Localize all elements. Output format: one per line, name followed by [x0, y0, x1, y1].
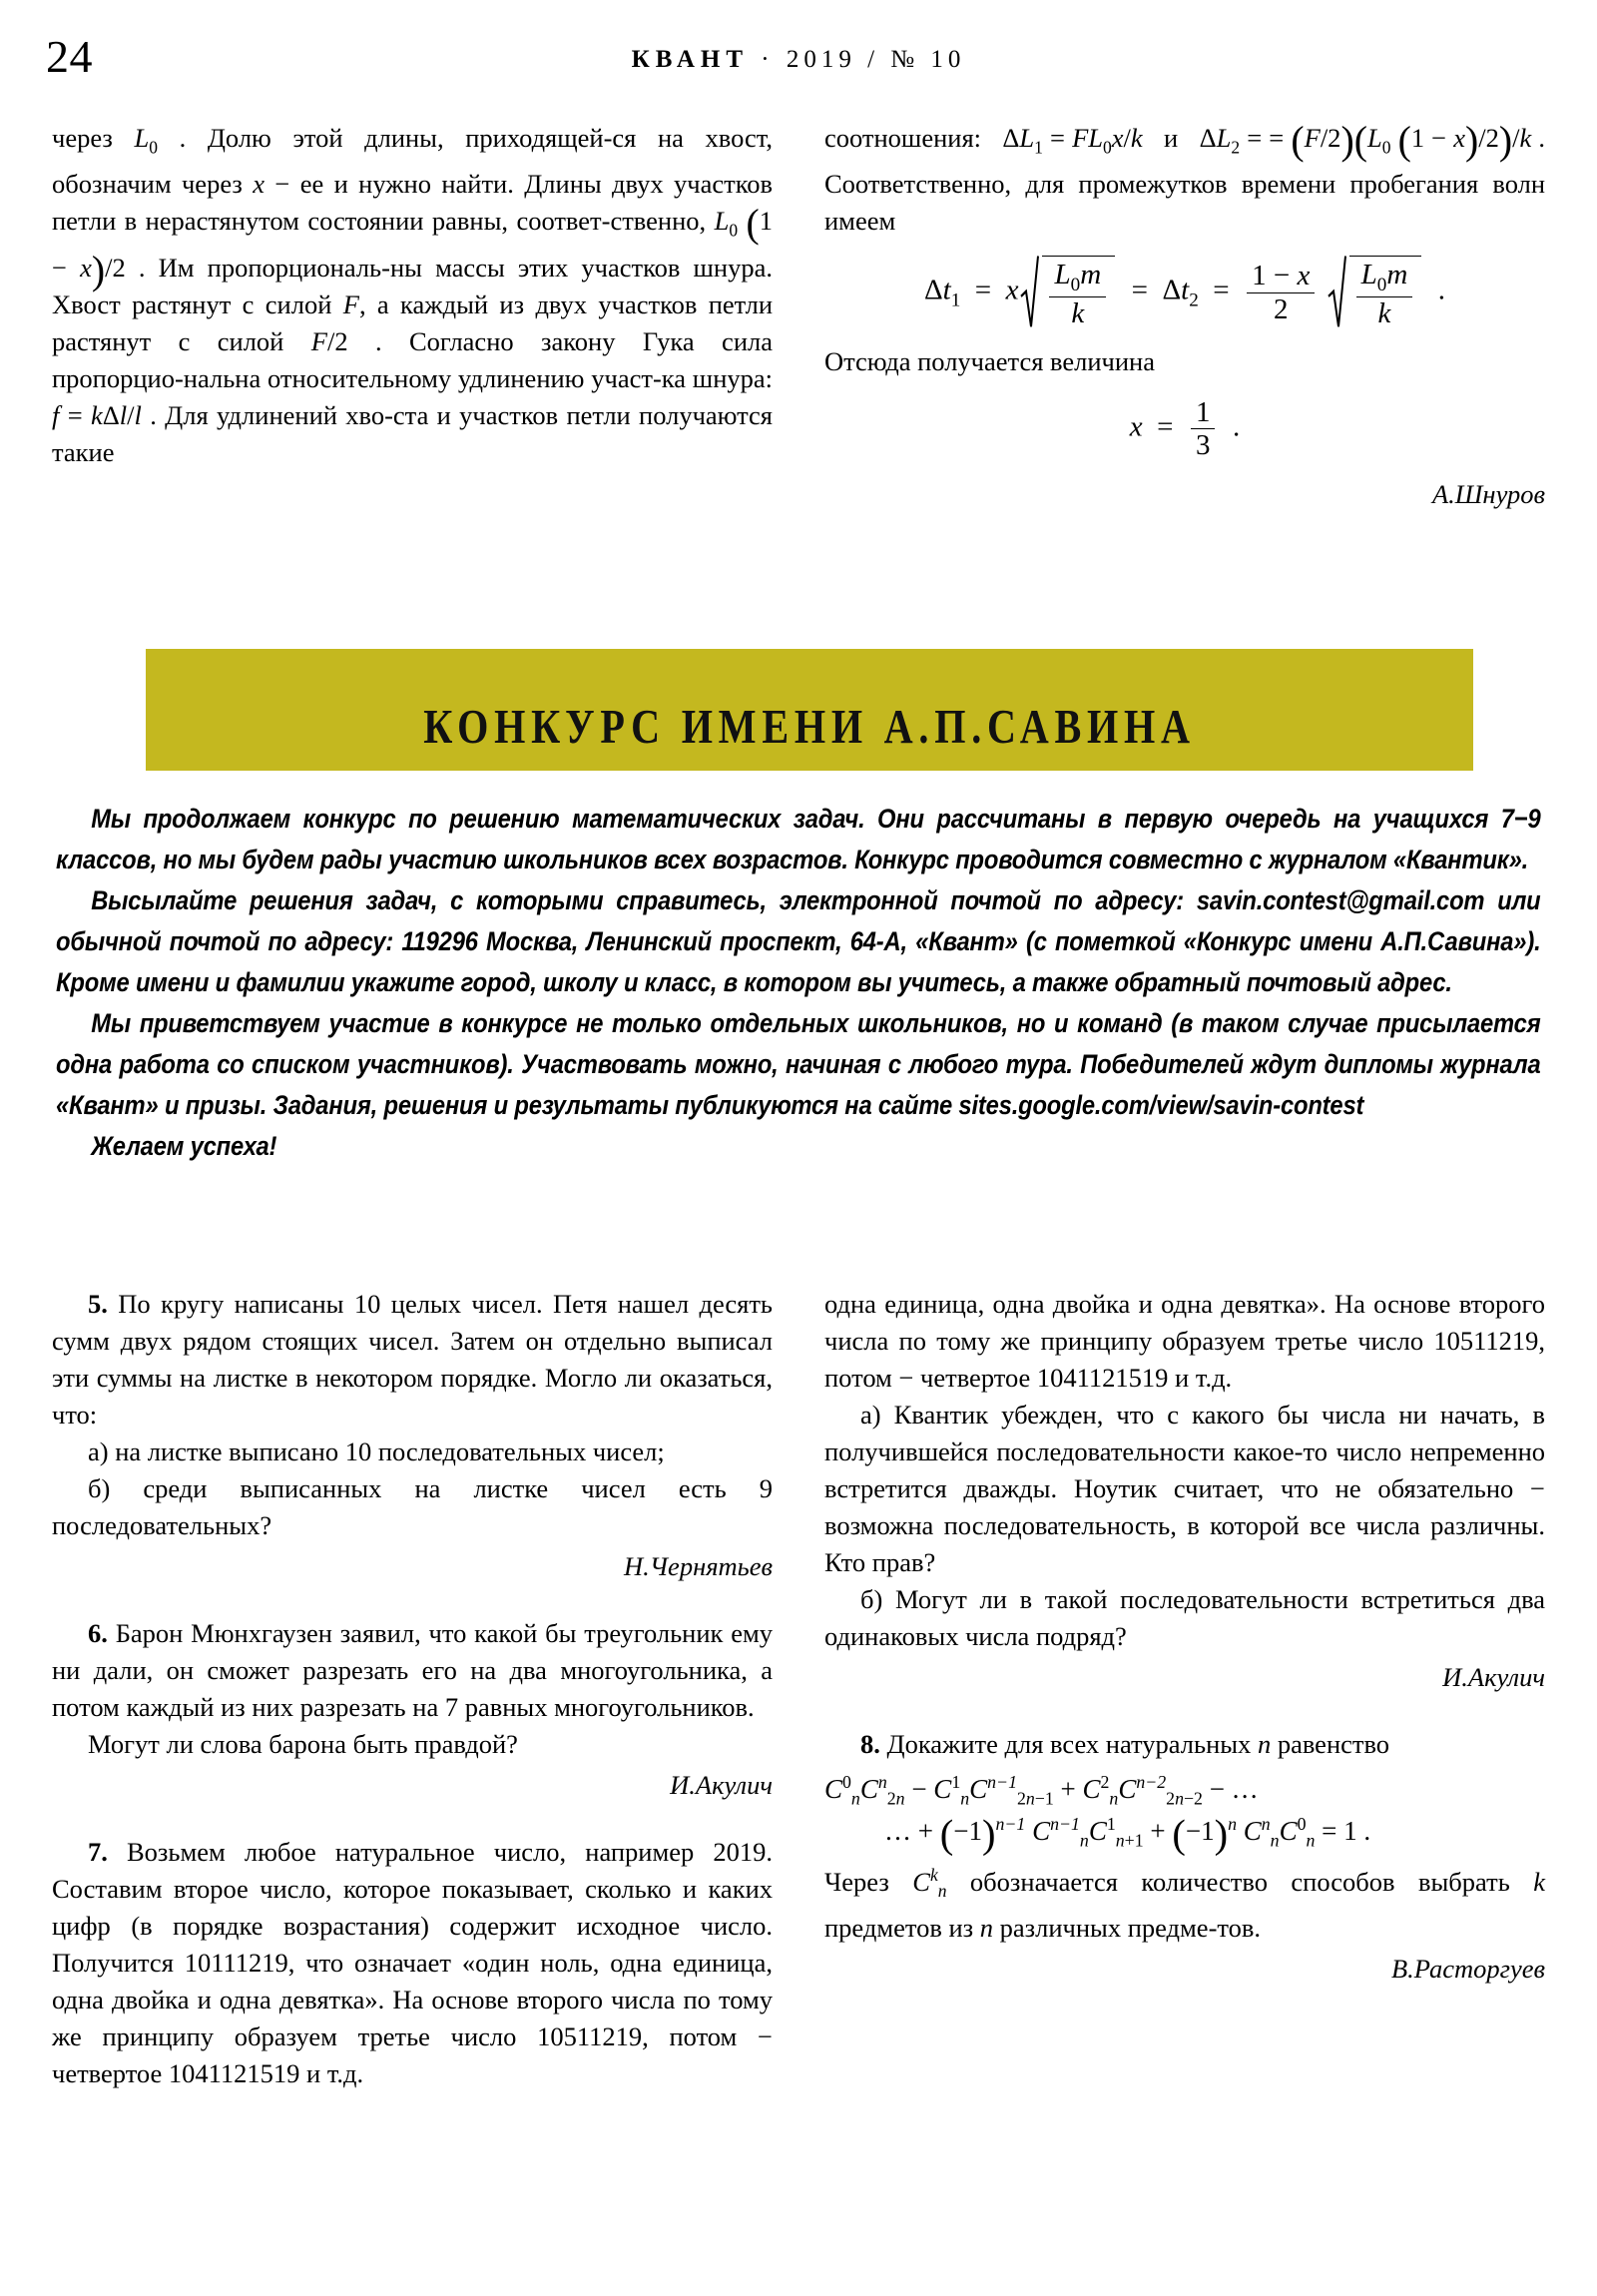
problem-5-text: По кругу написаны 10 целых чисел. Петя нашел десять сумм двух рядом стоящих чисел. Затем он отдельно выписал эти суммы на листке в некотором порядке. Могло ли оказаться, что:	[52, 1289, 774, 1430]
problem-5-part-a: а) на листке выписано 10 последовательных чисел;	[88, 1436, 665, 1466]
problem-6-author: И.Акулич	[670, 1770, 773, 1800]
problem-6	[52, 1615, 773, 1726]
journal-name: КВАНТ	[631, 46, 749, 73]
article-right-paragraph-1: соотношения: $\Delta L_1 = FL_0x/k$ и $\Delta L_2$ = = $(F/2)(L_0$ (1 − x)/2)/k . Соответственно, для промежутков времени пробегания волн имеем	[824, 119, 1546, 237]
page-number: 24	[46, 31, 93, 82]
problem-7-part-b: б) Могут ли в такой последовательности встретиться два одинаковых числа подряд?	[824, 1584, 1545, 1651]
problem-8-number: 8.	[860, 1729, 880, 1759]
article-right-paragraph-2: Отсюда получается величина	[824, 346, 1155, 376]
article-left-paragraph: через $L_0$ . Долю этой длины, приходящей‑ся на хвост, обозначим через x − ее и нужно найти. Длины двух участков петли в нерастянутом состоянии равны, соответ‑ственно, $L_0$ (1 − x)/2 . Им пропорциональ‑ны массы этих участков шнура. Хвост растянут с силой F, а каждый из двух участков петли растянут с силой F/2 . Согласно закону Гука сила пропорцио‑нальна относительному удлинению участ‑ка шнура: f = kΔl/l . Для удлинений хво‑ста и участков петли получаются такие	[52, 123, 773, 467]
problem-8-author: В.Расторгуев	[1390, 1954, 1545, 1985]
problem-8-tail: Через $C^k_n$ обозначается количество способов выбрать k предметов из n различных предме‑тов.	[824, 1864, 1546, 1944]
problem-5-part-b: б) среди выписанных на листке чисел есть 9 последовательных?	[52, 1473, 773, 1540]
problems-left-column	[52, 1286, 773, 2092]
formula-answer: x = $\frac{1}{3}$ .	[1129, 396, 1241, 462]
problem-8	[824, 1726, 1545, 1763]
problem-6-text: Барон Мюнхгаузен заявил, что какой бы треугольник ему ни дали, он сможет разрезать его на два многоугольника, а потом каждый из них разрезать на 7 равных многоугольников.	[52, 1618, 774, 1722]
problem-7-continuation: одна единица, одна двойка и одна девятка». На основе второго числа по тому же принципу образуем третье число 10511219, потом − четвертое 1041121519 и т.д.	[824, 1289, 1545, 1393]
contest-banner-title: КОНКУРС ИМЕНИ А.П.САВИНА	[423, 699, 1196, 754]
problem-8-formula-line-2: … + $(-1)^{n-1}$ $C^{n-1}_nC^1_{n+1} + (-1)^n$ $C^n_nC^0_n = 1$ .	[884, 1811, 1371, 1857]
problem-5	[52, 1286, 773, 1434]
problem-7	[52, 1834, 773, 2092]
problem-8-text: Докажите для всех натуральных n равенство	[886, 1729, 1390, 1759]
problem-7-author: И.Акулич	[1442, 1662, 1545, 1692]
problem-7-number: 7.	[88, 1837, 108, 1867]
announcement-paragraph-1: Мы продолжаем конкурс по решению математических задач. Они рассчитаны в первую очередь на учащихся 7−9 классов, но мы будем рады участию школьников всех возрастов. Конкурс проводится совместно с журналом «Квантик».	[56, 804, 1541, 874]
article-tail	[52, 120, 1545, 513]
article-right-column	[824, 120, 1545, 513]
problem-list	[52, 1286, 1545, 2274]
contest-banner	[146, 649, 1473, 771]
problem-6-number: 6.	[88, 1618, 108, 1648]
problem-8-formula-line-1: $C^0_nC^n_{2n} - C^1_nC^{n-1}_{2n-1} + C^2_nC^{n-2}_{2n-2}$ − …	[824, 1772, 1259, 1809]
announcement-paragraph-2: Высылайте решения задач, с которыми справитесь, электронной почтой по адресу: savin.contest@gmail.com или обычной почтой по адресу: 119296 Москва, Ленинский проспект, 64-А, «Квант» (с пометкой «Конкурс имени А.П.Савина»). Кроме имени и фамилии укажите город, школу и класс, в котором вы учитесь, а также обратный почтовый адрес.	[56, 885, 1541, 997]
contest-announcement	[56, 799, 1541, 1167]
problem-7-text: Возьмем любое натуральное число, например 2019. Составим второе число, которое показывает, сколько и каких цифр (в порядке возрастания) содержит исходное число. Получится 10111219, что означает «один ноль, одна единица, одна двойка и одна девятка». На основе второго числа по тому же принципу образуем третье число 10511219, потом − четвертое 1041121519 и т.д.	[52, 1837, 774, 2088]
journal-title	[0, 46, 1597, 74]
announcement-paragraph-3: Мы приветствуем участие в конкурсе не только отдельных школьников, но и команд (в таком случае присылается одна работа со списком участников). Участвовать можно, начиная с любого тура. Победителей ждут дипломы журнала «Квант» и призы. Задания, решения и результаты публикуются на сайте sites.google.com/view/savin-contest	[56, 1008, 1541, 1120]
announcement-closing: Желаем успеха!	[91, 1131, 277, 1161]
problem-7-part-a: а) Квантик убежден, что с какого бы числа ни начать, в получившейся последовательности какое-то число непременно встретится дважды. Ноутик считает, что не обязательно − возможна последовательность, в которой все числа различны. Кто прав?	[824, 1400, 1545, 1577]
problem-6-question: Могут ли слова барона быть правдой?	[88, 1729, 518, 1759]
journal-separator: ·	[761, 46, 775, 73]
formula-time-intervals: $\Delta t_1 = x$ $\frac{L_0m}{k}$ = $\Delta t_2$ = $\frac{1 - x}{2}$ $\frac{L_0m}{k}$ .	[824, 256, 1545, 329]
running-head	[0, 28, 1597, 88]
article-author: А.Шнуров	[1431, 478, 1545, 509]
journal-issue: 2019 / № 10	[786, 46, 966, 73]
problem-5-number: 5.	[88, 1289, 108, 1319]
problems-right-column	[824, 1286, 1545, 1988]
article-left-column	[52, 120, 773, 471]
problem-5-author: Н.Чернятьев	[624, 1551, 773, 1581]
